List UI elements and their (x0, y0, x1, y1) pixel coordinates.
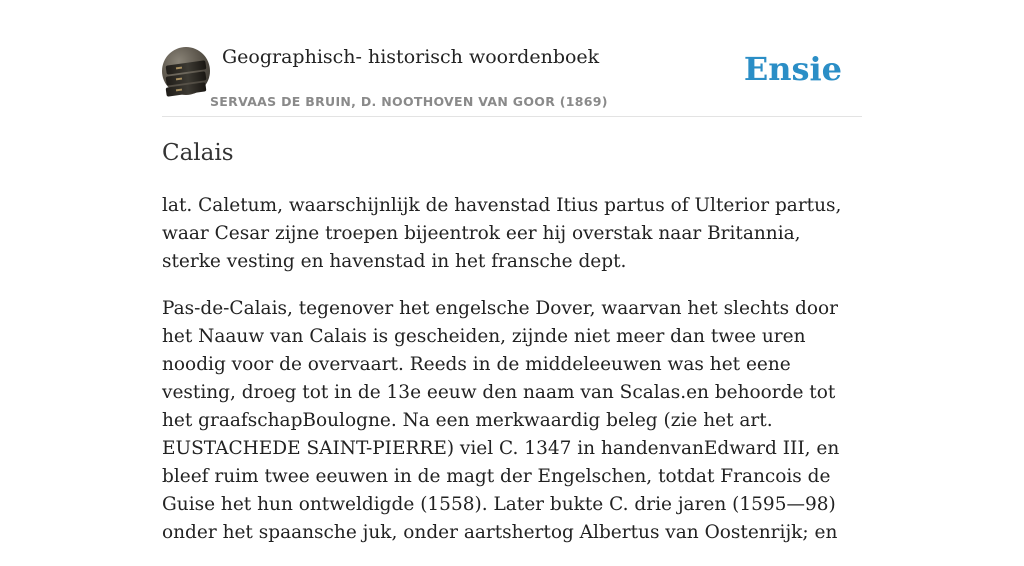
book-stack-icon[interactable] (162, 47, 210, 95)
entry-paragraph: Pas-de-Calais, tegenover het engelsche Dover, waarvan het slechts door het Naauw van Calais is gescheiden, zijnde niet meer dan twee uren noodig voor de overvaart. Reeds in de middeleeuwen was het eene vesting, droeg tot in de 13e eeuw den naam van Scalas.en behoorde tot het graafschapBoulogne. Na een merkwaardig beleg (zie het art. EUSTACHEDE SAINT-PIERRE) viel C. 1347 in handenvanEdward III, en bleef ruim twee eeuwen in de magt der Engelschen, totdat Francois de Guise het hun ontweldigde (1558). Later bukte C. drie jaren (1595—98) onder het spaansche juk, onder aartshertog Albertus van Oostenrijk; en (162, 298, 840, 543)
entry-content (162, 192, 862, 566)
entry-paragraph: lat. Caletum, waarschijnlijk de havenstad Itius partus of Ulterior partus, waar Cesar zijne troepen bijeentrok eer hij overstak naar Britannia, sterke vesting en havenstad in het fransche dept. (162, 195, 842, 272)
header (162, 0, 862, 117)
entry-title: Calais (162, 140, 234, 166)
ensie-logo[interactable]: Ensie (743, 50, 842, 88)
book-authors: SERVAAS DE BRUIN, D. NOOTHOVEN VAN GOOR (1869) (210, 94, 608, 109)
book-title-link[interactable]: Geographisch- historisch woordenboek (222, 46, 600, 68)
